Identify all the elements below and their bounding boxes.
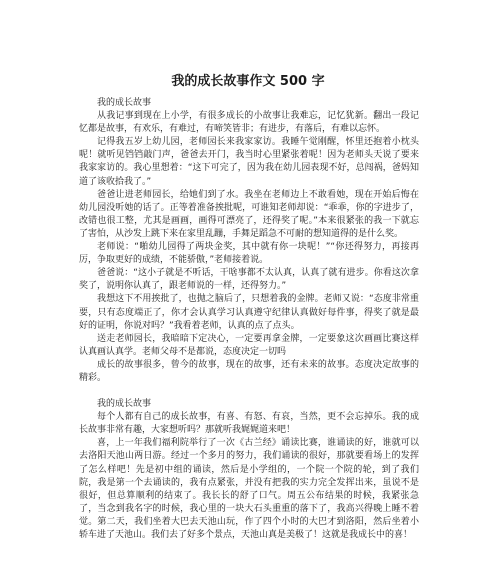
paragraph: 成长的故事很多，曾今的故事，现在的故事，还有未来的故事。态度决定故事的精彩。 [79,359,419,383]
paragraph: 老师说：“啪幼儿园得了两块金奖，其中就有你一块呢！”“你还得努力，再接再厉，争取更好的成绩，不能骄傲，”老师接着说。 [79,242,419,266]
paragraph: 送走老师园长，我暗暗下定决心，一定要再拿金牌，一定要象这次画画比赛这样认真画认真学。老师父母不是都说，态度决定一切吗 [79,333,419,357]
paragraph: 喜，上一年我们福利院举行了一次《古兰经》诵读比赛，谁诵读的好，谁就可以去洛阳天池山两日游。经过一个多月的努力，我们诵读的很好，那就要看场上的发挥了怎么样吧！先是初中组的诵读，然后是小学组的，一个院一个院的轮，到了我们院，我是第一个去诵读的，我有点紧张，并没有把我的实力完全发挥出来，虽说不是很好，但总算顺利的结束了。我长长的舒了口气。周五公布结果的时候，我紧张急了，当念到我名字的时候，我心里的一块大石头重重的落下了，我高兴得晚上睡不着觉。第二天，我们坐着大巴去天池山玩，作了四个小时的大巴才到洛阳，然后坐着小轿车进了天池山。我们去了好多个景点，天池山真是美极了！这就是我成长中的喜！ [79,438,419,540]
document-title: 我的成长故事作文 500 字 [171,74,325,89]
paragraph: 我想这下不用挨批了，也抛之脑后了，只想着我的金牌。老师又说：“态度非常重要，只有态度端正了，你才会认真学习认真遵守纪律认真做好每件事，得奖了就是最好的证明，你说对吗？”我看着老师，认真的点了点头。 [79,294,419,331]
paragraph: 每个人都有自己的成长故事，有喜、有怒、有哀，当然，更不会忘掉乐。我的成长故事非常有趣，大家想听吗？那就听我娓娓道来吧！ [79,412,419,436]
paragraph: 爸爸让进老师园长，给她们到了水。我坐在老师边上不敢看她，现在开始后悔在幼儿园没听她的话了。正等着准备挨批呢，可谁知老师却说：“乖乖，你的字进步了，改错也很工整，尤其是画画，画得可漂亮了，还得奖了呢。”本来很紧张的我一下就忘了害怕，从沙发上跳下来在家里乱蹦，手舞足蹈急不可耐的想知道得的是什么奖。 [79,189,419,239]
paragraph: 从我记事到现在上小学，有很多成长的小故事让我难忘，记忆犹新。翻出一段记忆都是故事，有欢乐，有难过，有啼笑皆非；有进步，有落后，有难以忘怀。 [79,111,419,135]
paragraph: 爸爸说：“这小子就是不听话，干啥事都不太认真，认真了就有进步。你看这次拿奖了，说明你认真了，跟老师说的一样，还得努力。” [79,268,419,292]
document-body [79,97,419,542]
paragraph-gap [79,385,419,398]
paragraph: 记得我五岁上幼儿园，老师园长来我家家访。我睡午觉刚醒，怀里还抱着小枕头呢！就听见铛铛敲门声，爸爸去开门，我当时心里紧张着呢！因为老师头天说了要来我家家访的。我心里想着：“这下可完了，因为我在幼儿园表现不好，总闯祸，爸妈知道了该收拾我了。” [79,137,419,187]
paragraph: 我的成长故事 [97,98,152,108]
paragraph: 我的成长故事 [97,399,152,410]
